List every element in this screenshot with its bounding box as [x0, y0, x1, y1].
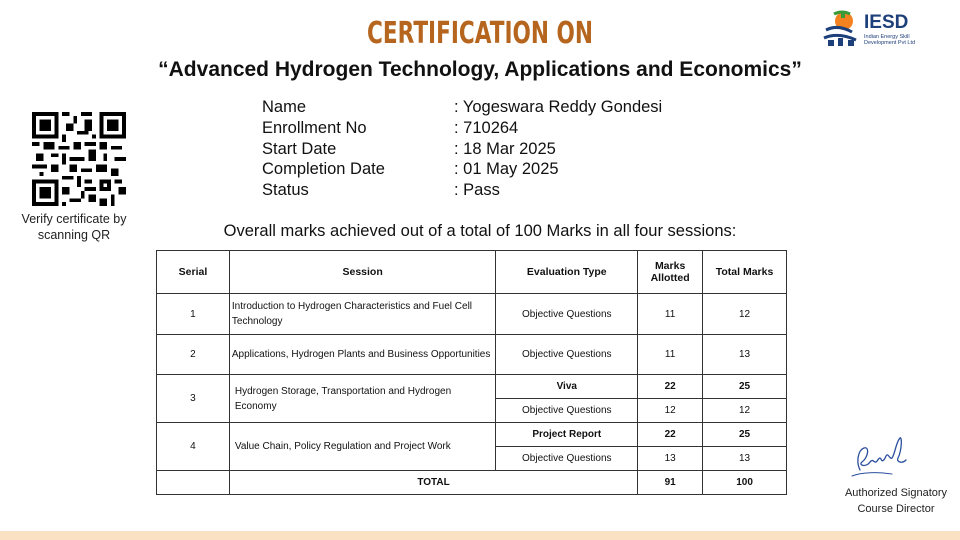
marks-allotted-cell: 22: [638, 423, 703, 447]
total-marks-cell: 25: [703, 423, 787, 447]
total-marks-cell: 12: [703, 399, 787, 423]
participant-info: [262, 97, 662, 201]
serial-cell: 1: [157, 294, 230, 335]
header-evaluation-type: Evaluation Type: [496, 251, 638, 294]
marks-allotted-cell: 11: [638, 294, 703, 335]
info-row-name: [262, 97, 662, 118]
marks-allotted-cell: 12: [638, 399, 703, 423]
table-row: [157, 375, 787, 399]
table-row: [157, 423, 787, 447]
table-row: [157, 294, 787, 335]
evaluation-type-cell: Objective Questions: [496, 399, 638, 423]
evaluation-type-cell: Objective Questions: [496, 335, 638, 375]
header-total-marks: Total Marks: [703, 251, 787, 294]
iesd-logo-icon: [820, 10, 862, 48]
info-label: Enrollment No: [262, 118, 367, 137]
signatory-role: Course Director: [857, 503, 935, 515]
marks-allotted-cell: 22: [638, 375, 703, 399]
table-row: [157, 335, 787, 375]
course-title: “Advanced Hydrogen Technology, Applications and Economics”: [158, 58, 802, 81]
info-label: Name: [262, 98, 307, 116]
marks-allotted-cell: 13: [638, 447, 703, 471]
session-cell: Introduction to Hydrogen Characteristics and Fuel Cell Technology: [229, 294, 495, 335]
bottom-bar: [0, 531, 960, 540]
info-value: : 01 May 2025: [454, 160, 559, 179]
info-value: : Pass: [454, 181, 500, 200]
info-value: : 18 Mar 2025: [454, 139, 556, 158]
signatory-caption: [826, 485, 960, 517]
info-label: Completion Date: [262, 160, 385, 179]
info-value: : Yogeswara Reddy Gondesi: [454, 98, 663, 116]
logo-subtitle: Indian Energy Skill Development Pvt Ltd: [864, 34, 916, 46]
total-label-cell: TOTAL: [229, 471, 637, 495]
evaluation-type-cell: Viva: [496, 375, 638, 399]
total-empty-cell: [157, 471, 230, 495]
info-row-start-date: [262, 139, 662, 160]
total-marks-sum-cell: 100: [703, 471, 787, 495]
total-marks-cell: 13: [703, 447, 787, 471]
total-marks-cell: 12: [703, 294, 787, 335]
info-value: : 710264: [454, 118, 519, 137]
serial-cell: 3: [157, 375, 230, 423]
header-serial: Serial: [157, 251, 230, 294]
info-label: Start Date: [262, 139, 337, 158]
marks-allotted-cell: 11: [638, 335, 703, 375]
serial-cell: 4: [157, 423, 230, 471]
marks-intro: Overall marks achieved out of a total of 100 Marks in all four sessions:: [223, 222, 737, 240]
qr-caption: Verify certificate by scanning QR: [21, 212, 127, 242]
total-marks-cell: 13: [703, 335, 787, 375]
certificate-title: CERTIFICATION ON: [367, 16, 593, 51]
qr-code-icon[interactable]: [32, 112, 126, 206]
session-cell: Hydrogen Storage, Transportation and Hydrogen Economy: [229, 375, 495, 423]
marks-table: [156, 250, 787, 495]
evaluation-type-cell: Project Report: [496, 423, 638, 447]
session-cell: Value Chain, Policy Regulation and Project Work: [229, 423, 495, 471]
info-row-completion-date: [262, 159, 662, 180]
table-header-row: [157, 251, 787, 294]
evaluation-type-cell: Objective Questions: [496, 447, 638, 471]
signature-icon: [848, 432, 912, 482]
header-session: Session: [229, 251, 495, 294]
logo-name: IESD: [864, 12, 909, 33]
info-row-enrollment: [262, 118, 662, 139]
header-marks-allotted: Marks Allotted: [638, 251, 703, 294]
iesd-logo: [820, 10, 930, 50]
total-allotted-cell: 91: [638, 471, 703, 495]
info-row-status: [262, 180, 662, 201]
session-cell: Applications, Hydrogen Plants and Business Opportunities: [229, 335, 495, 375]
table-total-row: [157, 471, 787, 495]
signatory-title: Authorized Signatory: [844, 487, 948, 499]
serial-cell: 2: [157, 335, 230, 375]
total-marks-cell: 25: [703, 375, 787, 399]
info-label: Status: [262, 181, 309, 200]
evaluation-type-cell: Objective Questions: [496, 294, 638, 335]
